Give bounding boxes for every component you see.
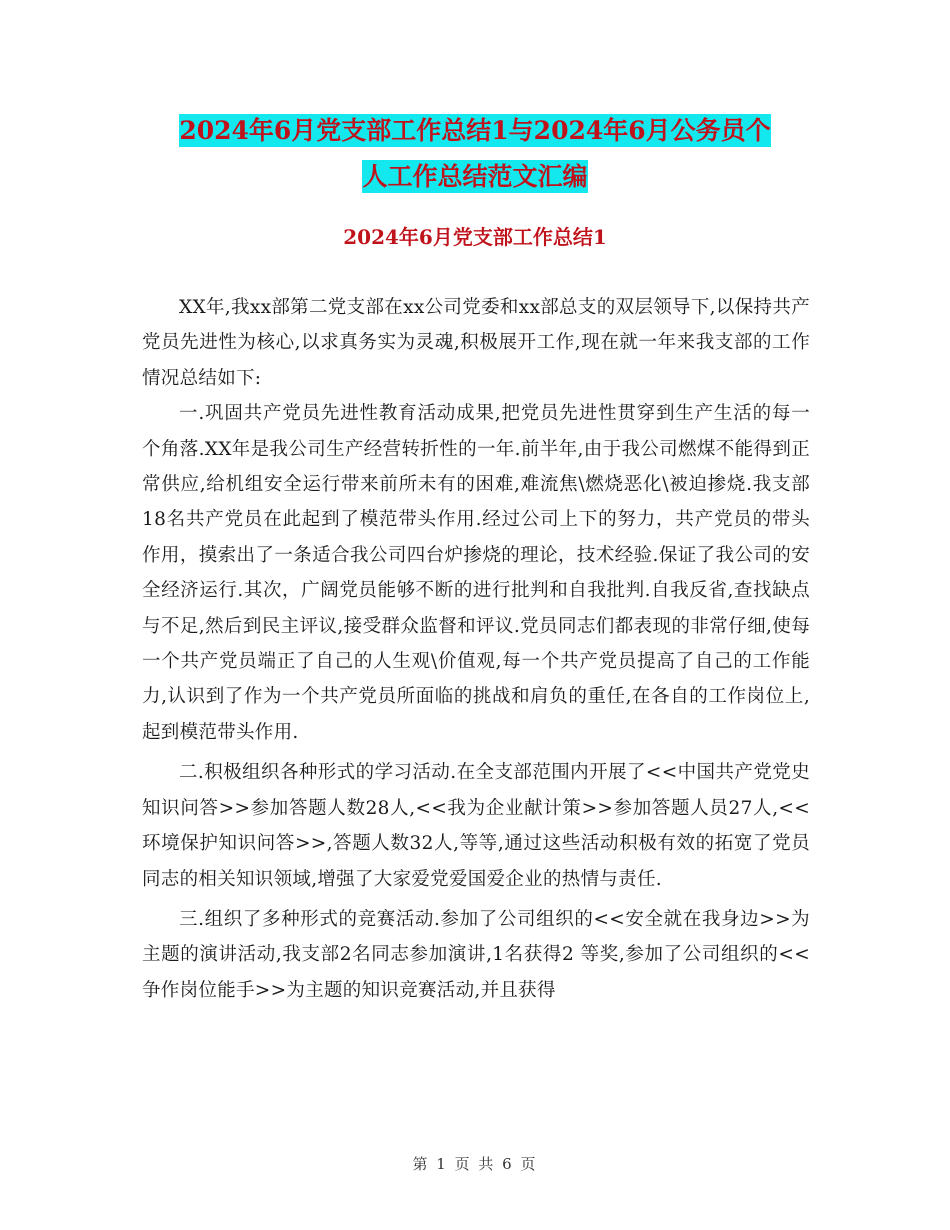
document-body — [142, 290, 810, 1008]
section-title: 2024年6月党支部工作总结1 — [343, 225, 607, 249]
page-footer: 第 1 页 共 6 页 — [412, 1155, 538, 1173]
paragraph-2: 二.积极组织各种形式的学习活动.在全支部范围内开展了<<中国共产党党史知识问答>>参加答题人数28人,<<我为企业献计策>>参加答题人员27人,<<环境保护知识问答>>,答题人数32人,等等,通过这些活动积极有效的拓宽了党员同志的相关知识领域,增强了大家爱党爱国爱企业的热情与责任. — [142, 762, 810, 890]
document-title-line-1: 2024年6月党支部工作总结1与2024年6月公务员个 — [179, 116, 771, 145]
paragraph-1: 一.巩固共产党员先进性教育活动成果,把党员先进性贯穿到生产生活的每一个角落.XX年是我公司生产经营转折性的一年.前半年,由于我公司燃煤不能得到正常供应,给机组安全运行带来前所未有的困难,难流焦\燃烧恶化\被迫掺烧.我支部18名共产党员在此起到了模范带头作用.经过公司上下的努力，共产党员的带头作用，摸索出了一条适合我公司四台炉掺烧的理论，技术经验.保证了我公司的安全经济运行.其次，广阔党员能够不断的进行批判和自我批判.自我反省,查找缺点与不足,然后到民主评议,接受群众监督和评议.党员同志们都表现的非常仔细,使每一个共产党员端正了自己的人生观\价值观,每一个共产党员提高了自己的工作能力,认识到了作为一个共产党员所面临的挑战和肩负的重任,在各自的工作岗位上,起到模范带头作用. — [142, 403, 810, 743]
paragraph-intro: XX年,我xx部第二党支部在xx公司党委和xx部总支的双层领导下,以保持共产党员先进性为核心,以求真务实为灵魂,积极展开工作,现在就一年来我支部的工作情况总结如下: — [142, 297, 810, 389]
document-title-line-2: 人工作总结范文汇编 — [362, 162, 588, 191]
paragraph-3: 三.组织了多种形式的竞赛活动.参加了公司组织的<<安全就在我身边>>为主题的演讲活动,我支部2名同志参加演讲,1名获得2 等奖,参加了公司组织的<<争作岗位能手>>为主题的知识竞赛活动,并且获得 — [142, 908, 810, 1001]
document-title — [140, 108, 810, 200]
